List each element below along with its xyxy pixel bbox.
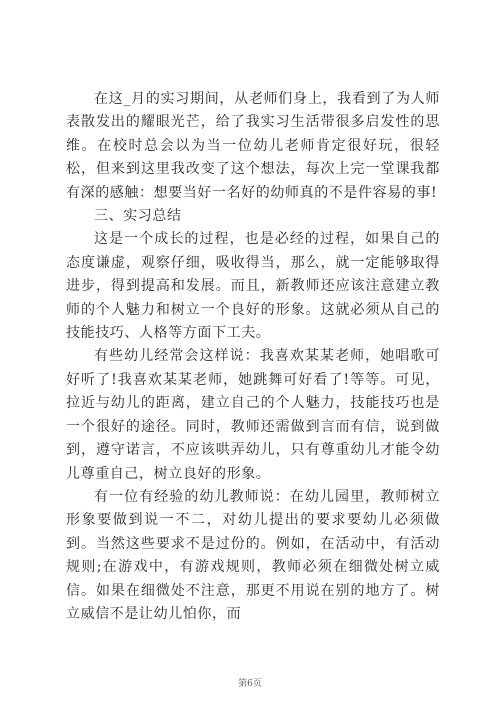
paragraph-growth-process: 这是一个成长的过程，也是必经的过程，如果自己的态度谦虚，观察仔细，吸收得当，那么，就一定能够取得进步，得到提高和发展。而且，新教师还应该注意建立教师的个人魅力和树立一个良好的形象。这就必须从自己的技能技巧、人格等方面下工夫。	[66, 231, 440, 342]
paragraph-personal-charm: 有些幼儿经常会这样说：我喜欢某某老师，她唱歌可好听了!我喜欢某某老师，她跳舞可好看了!等等。可见，拉近与幼儿的距离，建立自己的个人魅力，技能技巧也是一个很好的途径。同时，教师还需做到言而有信，说到做到，遵守诺言，不应该哄弄幼儿，只有尊重幼儿才能令幼儿尊重自己，树立良好的形象。	[66, 348, 440, 482]
section-heading-summary: 三、实习总结	[94, 208, 182, 225]
document-body	[66, 88, 440, 626]
paragraph-teacher-authority: 有一位有经验的幼儿教师说：在幼儿园里，教师树立形象要做到说一不二，对幼儿提出的要求要幼儿必须做到。当然这些要求不是过份的。例如，在活动中，有活动规则;在游戏中，有游戏规则，教师必须在细微处树立威信。如果在细微处不注意，那更不用说在别的地方了。树立威信不是让幼儿怕你，而	[66, 488, 440, 622]
page-number: 第6页	[238, 679, 262, 689]
paragraph-internship-reflection: 在这_月的实习期间，从老师们身上，我看到了为人师表散发出的耀眼光芒，给了我实习生活带很多启发性的思维。在校时总会以为当一位幼儿老师肯定很好玩，很轻松，但来到这里我改变了这个想法，每次上完一堂课我都有深的感触：想要当好一名好的幼师真的不是件容易的事!	[66, 91, 440, 201]
